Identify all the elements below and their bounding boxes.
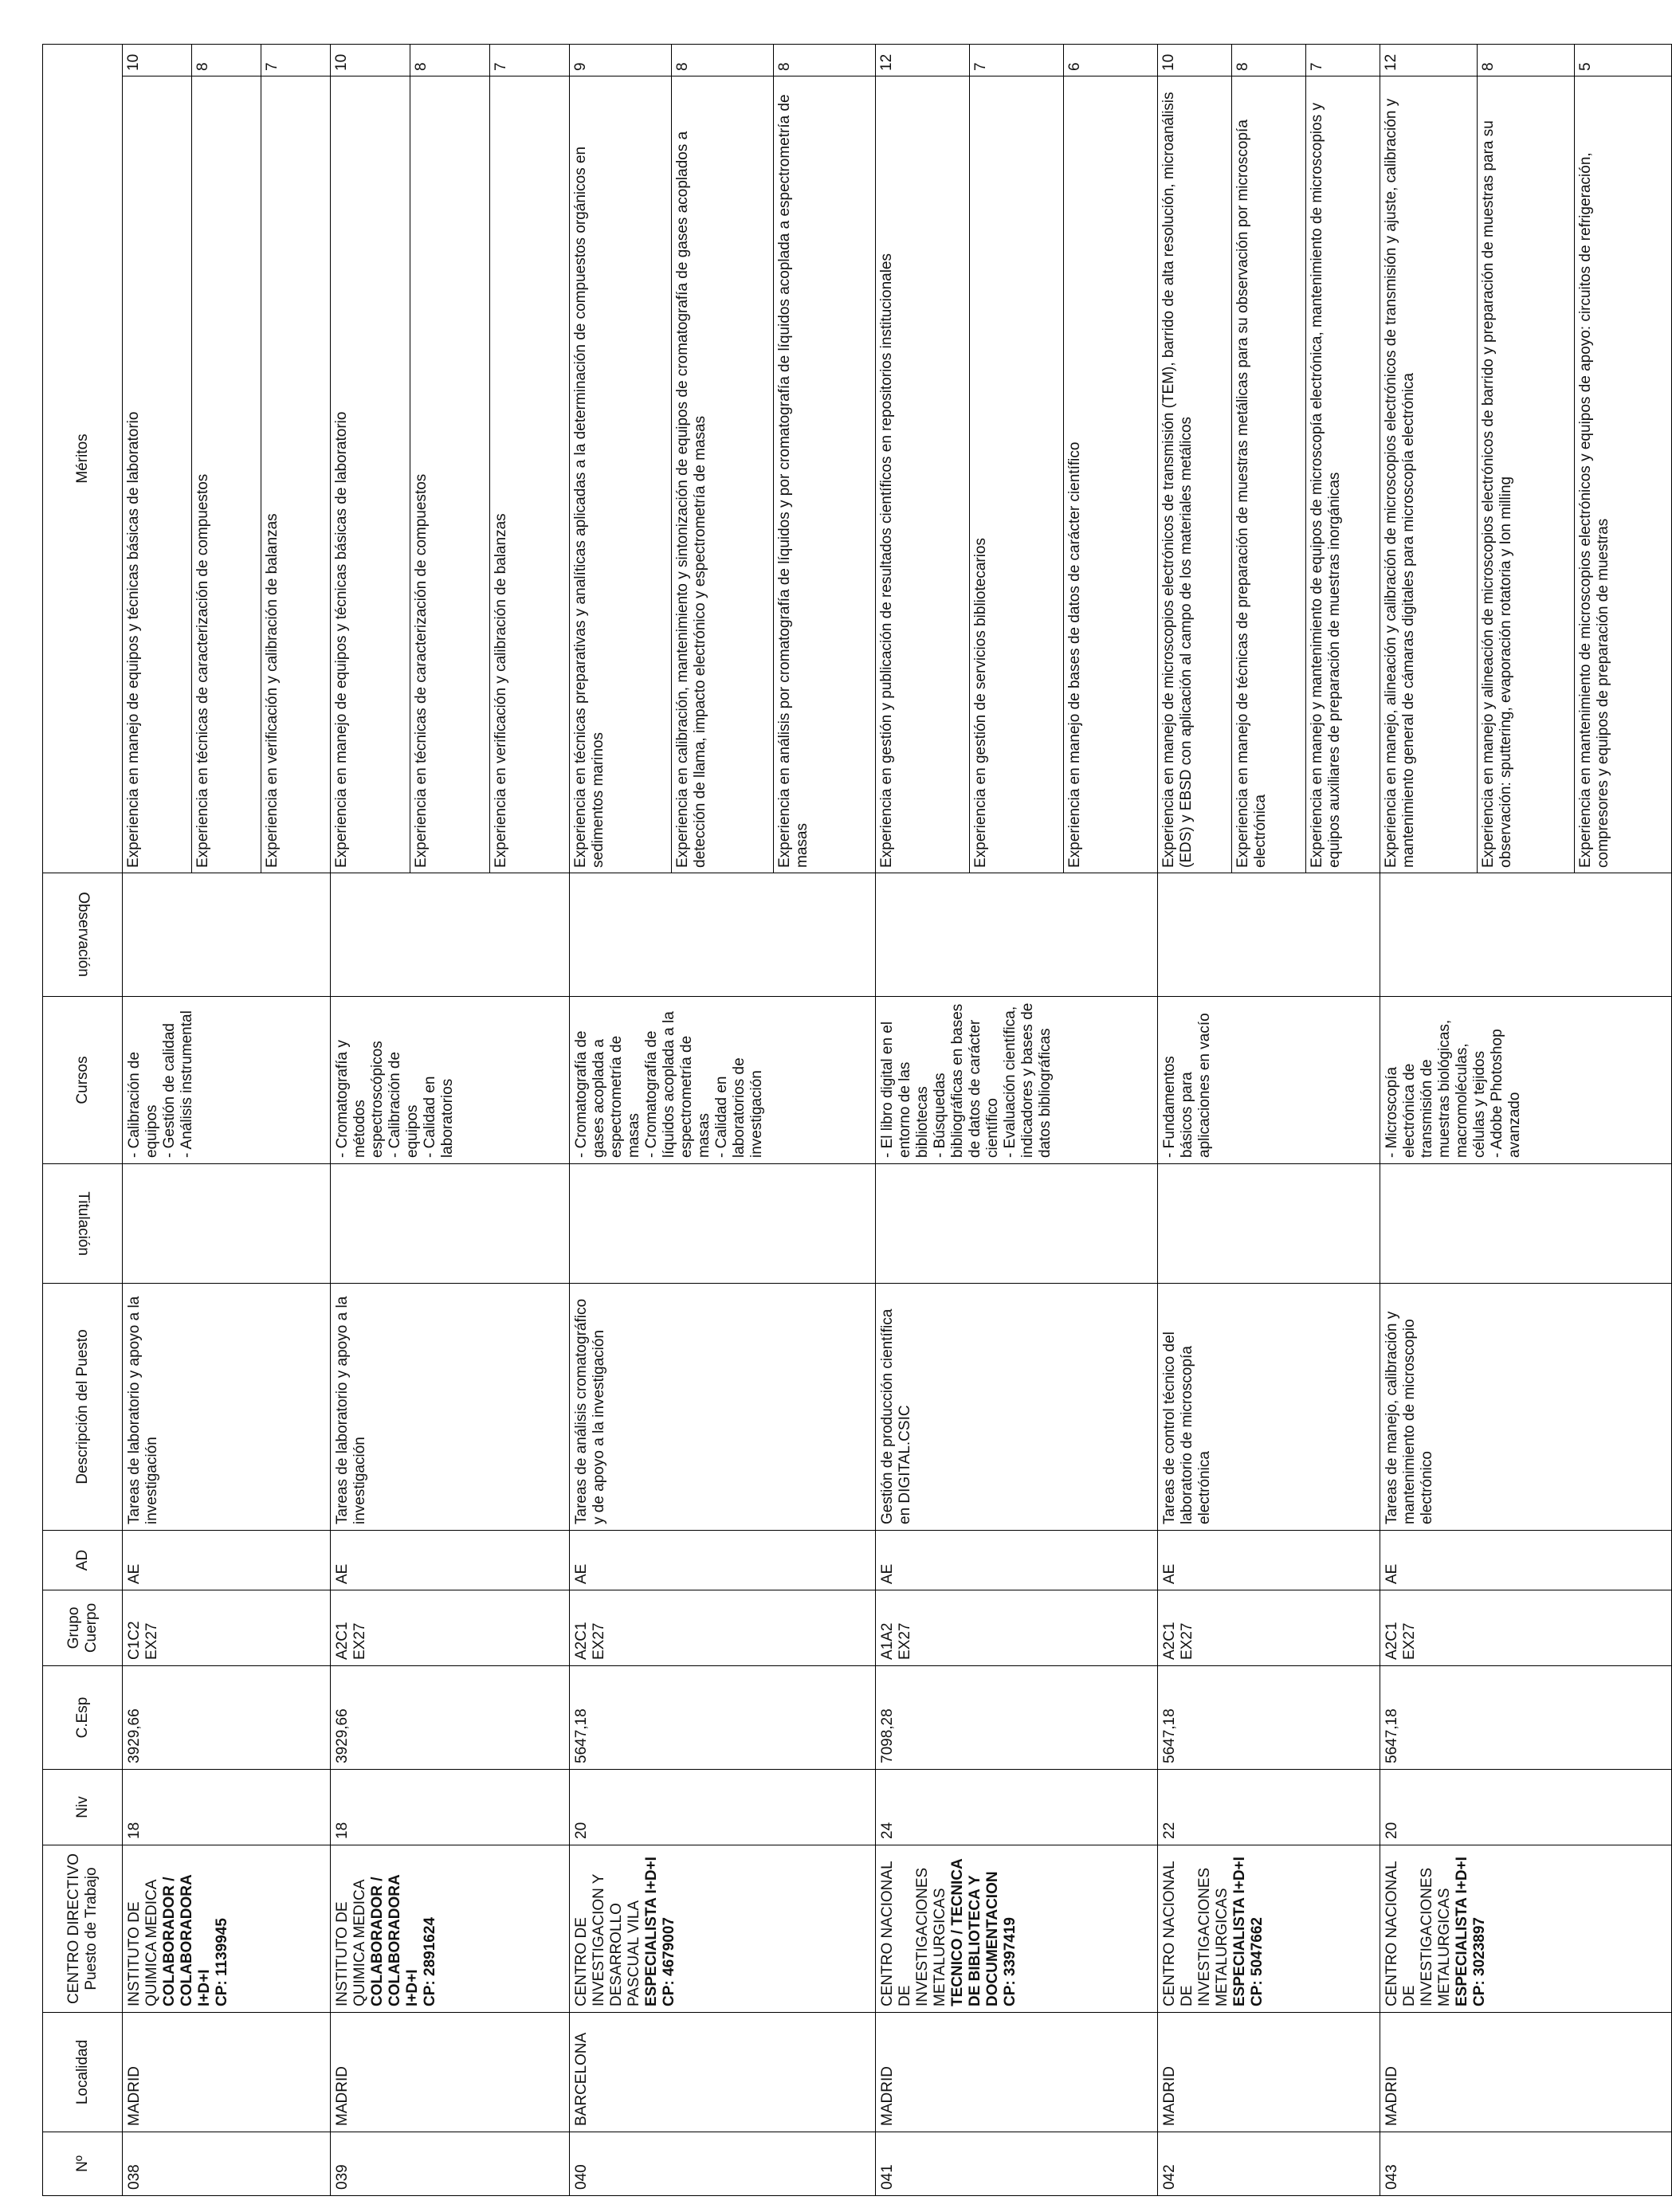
grupo-value: C1C2 bbox=[126, 1621, 143, 1660]
centro-name: CENTRO NACIONAL DE INVESTIGACIONES METALURGICAS bbox=[1161, 1861, 1230, 2006]
merito-points: 8 bbox=[774, 44, 876, 76]
merito-text: Experiencia en técnicas de caracterización de compuestos bbox=[192, 76, 261, 873]
row-observacion bbox=[123, 873, 331, 997]
row-ad: AE bbox=[331, 1531, 570, 1590]
merito-text: Experiencia en manejo de bases de datos de carácter científico bbox=[1064, 76, 1158, 873]
row-cesp: 5647,18 bbox=[1158, 1666, 1380, 1770]
merito-points: 6 bbox=[1064, 44, 1158, 76]
row-niv: 20 bbox=[1380, 1770, 1672, 1845]
document-sheet bbox=[42, 45, 1611, 2196]
curso-item: - Cromatografía y métodos espectroscópicos bbox=[334, 1040, 386, 1158]
merito-text: Experiencia en manejo y alineación de microscopios electrónicos de barrido y preparación de muestras para su observación: sputtering, evaporación rotatoria y Ion milling bbox=[1478, 76, 1575, 873]
row-localidad: MADRID bbox=[331, 2013, 570, 2132]
puesto-name: ESPECIALISTA I+D+I bbox=[643, 1857, 660, 2006]
merito-points: 10 bbox=[123, 44, 192, 76]
col-header-cursos: Cursos bbox=[43, 997, 123, 1164]
row-ad: AE bbox=[1380, 1531, 1672, 1590]
merito-points: 7 bbox=[970, 44, 1064, 76]
row-cursos bbox=[876, 997, 1158, 1164]
row-grupo bbox=[331, 1590, 570, 1666]
merito-text: Experiencia en manejo de técnicas de preparación de muestras metálicas para su observación por microscopía electrónica bbox=[1232, 76, 1306, 873]
col-header-centro: CENTRO DIRECTIVO Puesto de Trabajo bbox=[43, 1845, 123, 2013]
row-number: 043 bbox=[1380, 2132, 1672, 2196]
merito-text: Experiencia en manejo de microscopios electrónicos de transmisión (TEM), barrido de alta resolución, microanálisis (EDS) y EBSD con aplicación al campo de los materiales metálicos bbox=[1158, 76, 1232, 873]
row-cesp: 7098,28 bbox=[876, 1666, 1158, 1770]
curso-item: - Calidad en laboratorios bbox=[422, 1076, 456, 1158]
merito-text: Experiencia en manejo de equipos y técnicas básicas de laboratorio bbox=[331, 76, 410, 873]
merito-points: 8 bbox=[1232, 44, 1306, 76]
row-centro bbox=[331, 1845, 570, 2013]
merito-text: Experiencia en verificación y calibración de balanzas bbox=[490, 76, 570, 873]
row-number: 040 bbox=[570, 2132, 876, 2196]
row-grupo bbox=[123, 1590, 331, 1666]
row-number: 042 bbox=[1158, 2132, 1380, 2196]
merito-points: 9 bbox=[570, 44, 672, 76]
curso-item: - Gestión de calidad bbox=[161, 1023, 178, 1158]
curso-item: - Análisis instrumental bbox=[179, 1010, 195, 1158]
col-header-grupo: Grupo Cuerpo bbox=[43, 1590, 123, 1666]
row-centro bbox=[123, 1845, 331, 2013]
table-row bbox=[570, 44, 672, 2195]
grupo-value: A2C1 bbox=[334, 1622, 351, 1660]
merito-points: 12 bbox=[1380, 44, 1478, 76]
col-header-cesp: C.Esp bbox=[43, 1666, 123, 1770]
merito-points: 8 bbox=[410, 44, 490, 76]
merito-text: Experiencia en manejo de equipos y técnicas básicas de laboratorio bbox=[123, 76, 192, 873]
curso-item: - Cromatografía de gases acoplada a espectrometría de masas bbox=[573, 1030, 642, 1158]
cuerpo-value: EX27 bbox=[351, 1622, 368, 1660]
row-centro bbox=[570, 1845, 876, 2013]
table-row bbox=[876, 44, 970, 2195]
curso-item: - Fundamentos básicos para aplicaciones en vacío bbox=[1161, 1013, 1213, 1158]
grupo-value: A1A2 bbox=[879, 1622, 896, 1660]
col-header-meritos: Méritos bbox=[43, 44, 123, 873]
merito-points: 7 bbox=[1306, 44, 1380, 76]
grupo-value: A2C1 bbox=[1384, 1622, 1400, 1660]
row-observacion bbox=[570, 873, 876, 997]
table-body bbox=[123, 44, 1672, 2195]
row-centro bbox=[1380, 1845, 1672, 2013]
row-centro bbox=[876, 1845, 1158, 2013]
puesto-cp: CP: 2891624 bbox=[422, 1917, 438, 2006]
cuerpo-value: EX27 bbox=[591, 1622, 607, 1660]
merito-points: 10 bbox=[331, 44, 410, 76]
col-header-ad: AD bbox=[43, 1531, 123, 1590]
row-localidad: MADRID bbox=[1380, 2013, 1672, 2132]
cuerpo-value: EX27 bbox=[1401, 1622, 1418, 1660]
col-header-localidad: Localidad bbox=[43, 2013, 123, 2132]
curso-item: - Cromatografía de líquidos acoplada a la espectrometría de masas bbox=[643, 1011, 712, 1158]
table-row bbox=[1158, 44, 1232, 2195]
table-row bbox=[331, 44, 410, 2195]
merito-points: 7 bbox=[490, 44, 570, 76]
col-header-niv: Niv bbox=[43, 1770, 123, 1845]
cuerpo-value: EX27 bbox=[897, 1622, 913, 1660]
merito-text: Experiencia en técnicas preparativas y analíticas aplicadas a la determinación de compuestos orgánicos en sedimentos marinos bbox=[570, 76, 672, 873]
row-localidad: BARCELONA bbox=[570, 2013, 876, 2132]
puesto-name: TECNICO / TECNICA DE BIBLIOTECA Y DOCUMENTACION bbox=[949, 1858, 1001, 2006]
row-descripcion: Gestión de producción científica en DIGITAL.CSIC bbox=[876, 1284, 1158, 1531]
row-centro bbox=[1158, 1845, 1380, 2013]
curso-item: - Microscopía electrónica de transmisión de muestras biológicas, macromoléculas, células y tejidos bbox=[1384, 1019, 1488, 1158]
row-ad: AE bbox=[123, 1531, 331, 1590]
col-header-descripcion: Descripción del Puesto bbox=[43, 1284, 123, 1531]
curso-item: - Calidad en laboratorios de investigación bbox=[713, 1057, 765, 1158]
table-row bbox=[1380, 44, 1478, 2195]
col-header-titulacion: Titulación bbox=[43, 1164, 123, 1284]
centro-name: INSTITUTO DE QUIMICA MEDICA bbox=[126, 1879, 160, 2006]
puesto-name: COLABORADOR / COLABORADORA I+D+I bbox=[161, 1874, 213, 2006]
row-grupo bbox=[876, 1590, 1158, 1666]
merito-points: 8 bbox=[672, 44, 774, 76]
puesto-cp: CP: 4679007 bbox=[661, 1917, 677, 2006]
row-cursos bbox=[570, 997, 876, 1164]
row-cursos bbox=[123, 997, 331, 1164]
centro-name: CENTRO NACIONAL DE INVESTIGACIONES METALURGICAS bbox=[879, 1861, 948, 2006]
row-ad: AE bbox=[1158, 1531, 1380, 1590]
merito-text: Experiencia en calibración, mantenimiento y sintonización de equipos de cromatografía de gases acoplados a detección de llama, impacto electrónico y espectrometría de masas bbox=[672, 76, 774, 873]
row-ad: AE bbox=[570, 1531, 876, 1590]
merito-points: 10 bbox=[1158, 44, 1232, 76]
row-number: 038 bbox=[123, 2132, 331, 2196]
row-titulacion bbox=[876, 1164, 1158, 1284]
merito-points: 8 bbox=[192, 44, 261, 76]
row-descripcion: Tareas de control técnico del laboratorio de microscopía electrónica bbox=[1158, 1284, 1380, 1531]
positions-table bbox=[42, 44, 1672, 2196]
header-row bbox=[43, 44, 123, 2195]
row-niv: 18 bbox=[331, 1770, 570, 1845]
row-number: 041 bbox=[876, 2132, 1158, 2196]
grupo-value: A2C1 bbox=[1161, 1622, 1178, 1660]
row-titulacion bbox=[570, 1164, 876, 1284]
row-descripcion: Tareas de laboratorio y apoyo a la investigación bbox=[331, 1284, 570, 1531]
puesto-name: ESPECIALISTA I+D+I bbox=[1454, 1857, 1470, 2006]
merito-points: 5 bbox=[1575, 44, 1672, 76]
row-titulacion bbox=[123, 1164, 331, 1284]
merito-text: Experiencia en manejo y mantenimiento de equipos de microscopía electrónica, mantenimiento de microscopios y equipos auxiliares de preparación de muestras inorgánicas bbox=[1306, 76, 1380, 873]
merito-text: Experiencia en gestión de servicios bibliotecarios bbox=[970, 76, 1064, 873]
cuerpo-value: EX27 bbox=[1179, 1622, 1195, 1660]
merito-text: Experiencia en mantenimiento de microscopios electrónicos y equipos de apoyo: circuitos de refrigeración, compresores y equipos de preparación de muestras bbox=[1575, 76, 1672, 873]
grupo-value: A2C1 bbox=[573, 1622, 590, 1660]
centro-name: CENTRO DE INVESTIGACION Y DESARROLLO PASCUAL VILA bbox=[573, 1873, 642, 2006]
curso-item: - Calibración de equipos bbox=[126, 1051, 160, 1158]
curso-item: - Búsquedas bibliográficas en bases de datos de carácter científico bbox=[932, 1003, 1001, 1158]
row-number: 039 bbox=[331, 2132, 570, 2196]
row-localidad: MADRID bbox=[123, 2013, 331, 2132]
curso-item: - Evaluación científica, indicadores y bases de datos bibliográficas bbox=[1002, 1002, 1054, 1158]
row-titulacion bbox=[1380, 1164, 1672, 1284]
centro-name: INSTITUTO DE QUIMICA MEDICA bbox=[334, 1879, 368, 2006]
row-descripcion: Tareas de análisis cromatográfico y de apoyo a la investigación bbox=[570, 1284, 876, 1531]
merito-points: 7 bbox=[261, 44, 331, 76]
puesto-name: ESPECIALISTA I+D+I bbox=[1231, 1857, 1248, 2006]
row-cursos bbox=[331, 997, 570, 1164]
row-niv: 24 bbox=[876, 1770, 1158, 1845]
merito-points: 12 bbox=[876, 44, 970, 76]
table-row bbox=[123, 44, 192, 2195]
merito-text: Experiencia en técnicas de caracterización de compuestos bbox=[410, 76, 490, 873]
merito-text: Experiencia en manejo, alineación y calibración de microscopios electrónicos de transmisión y ajuste, calibración y mantenimiento general de cámaras digitales para microscopía electrónica bbox=[1380, 76, 1478, 873]
row-cursos bbox=[1380, 997, 1672, 1164]
row-cursos bbox=[1158, 997, 1380, 1164]
row-niv: 22 bbox=[1158, 1770, 1380, 1845]
row-grupo bbox=[1380, 1590, 1672, 1666]
row-grupo bbox=[1158, 1590, 1380, 1666]
col-header-observacion: Observación bbox=[43, 873, 123, 997]
row-titulacion bbox=[1158, 1164, 1380, 1284]
row-observacion bbox=[1380, 873, 1672, 997]
row-observacion bbox=[331, 873, 570, 997]
puesto-cp: CP: 1139945 bbox=[214, 1918, 230, 2006]
centro-name: CENTRO NACIONAL DE INVESTIGACIONES METALURGICAS bbox=[1384, 1861, 1453, 2006]
merito-text: Experiencia en gestión y publicación de resultados científicos en repositorios institucionales bbox=[876, 76, 970, 873]
row-cesp: 3929,66 bbox=[331, 1666, 570, 1770]
cuerpo-value: EX27 bbox=[143, 1622, 160, 1660]
puesto-cp: CP: 3397419 bbox=[1002, 1917, 1019, 2006]
row-observacion bbox=[1158, 873, 1380, 997]
merito-points: 8 bbox=[1478, 44, 1575, 76]
row-observacion bbox=[876, 873, 1158, 997]
row-cesp: 5647,18 bbox=[570, 1666, 876, 1770]
row-descripcion: Tareas de laboratorio y apoyo a la investigación bbox=[123, 1284, 331, 1531]
col-header-num: Nº bbox=[43, 2132, 123, 2196]
row-grupo bbox=[570, 1590, 876, 1666]
row-ad: AE bbox=[876, 1531, 1158, 1590]
curso-item: - El libro digital en el entorno de las bibliotecas bbox=[879, 1021, 931, 1158]
row-titulacion bbox=[331, 1164, 570, 1284]
row-cesp: 3929,66 bbox=[123, 1666, 331, 1770]
puesto-name: COLABORADOR / COLABORADORA I+D+I bbox=[369, 1874, 421, 2006]
row-niv: 20 bbox=[570, 1770, 876, 1845]
row-localidad: MADRID bbox=[1158, 2013, 1380, 2132]
row-cesp: 5647,18 bbox=[1380, 1666, 1672, 1770]
row-descripcion: Tareas de manejo, calibración y mantenimiento de microscopio electrónico bbox=[1380, 1284, 1672, 1531]
puesto-cp: CP: 5047662 bbox=[1249, 1917, 1266, 2006]
merito-text: Experiencia en verificación y calibración de balanzas bbox=[261, 76, 331, 873]
curso-item: - Calibración de equipos bbox=[387, 1051, 421, 1158]
row-niv: 18 bbox=[123, 1770, 331, 1845]
merito-text: Experiencia en análisis por cromatografía de líquidos y por cromatografía de líquidos acoplada a espectrometría de masas bbox=[774, 76, 876, 873]
curso-item: - Adobe Photoshop avanzado bbox=[1489, 1029, 1523, 1158]
puesto-cp: CP: 3023897 bbox=[1471, 1917, 1488, 2006]
row-localidad: MADRID bbox=[876, 2013, 1158, 2132]
